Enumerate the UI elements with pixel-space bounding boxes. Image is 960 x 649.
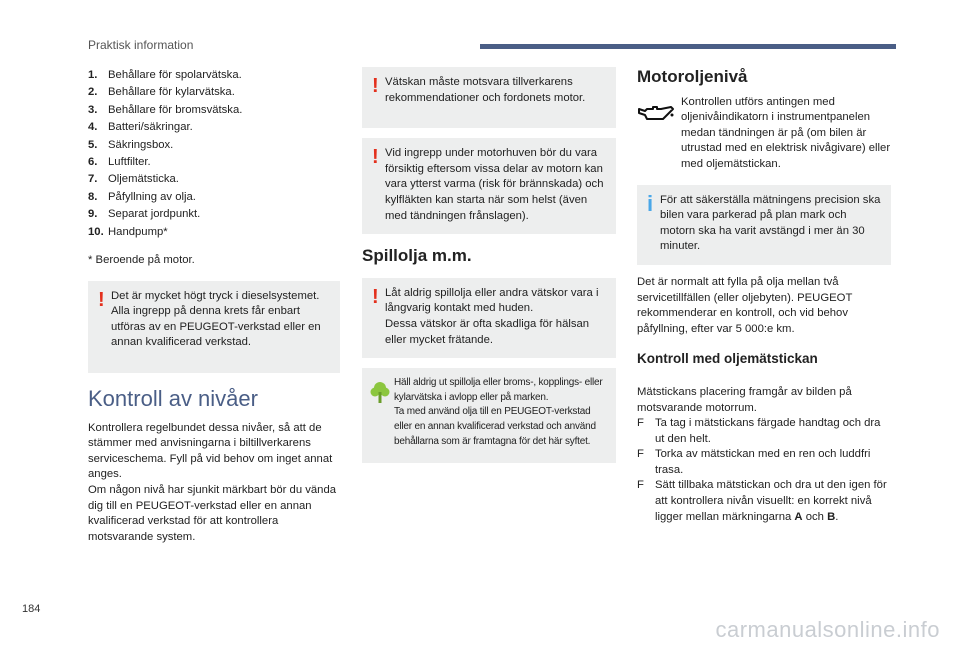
warning-icon: ! <box>372 285 379 308</box>
list-item: 4. Batteri/säkringar. <box>88 121 193 134</box>
mark-b: B <box>827 510 836 523</box>
warning-icon: ! <box>372 146 379 169</box>
oil-title: Motoroljenivå <box>637 67 748 86</box>
watermark: carmanualsonline.info <box>715 617 940 642</box>
list-item: 9. Separat jordpunkt. <box>88 208 201 221</box>
warning-text: Låt aldrig spillolja eller andra vätskor vara i långvarig kontakt med huden. <box>385 286 599 315</box>
footnote: * Beroende på motor. <box>88 254 195 267</box>
list-item: 10. Handpump* <box>88 225 168 238</box>
list-item: 3. Behållare för bromsvätska. <box>88 103 243 116</box>
info-icon: i <box>647 190 654 216</box>
oil-intro-block <box>637 95 891 173</box>
list-item: 1. Behållare för spolarvätska. <box>88 69 242 81</box>
page-number: 184 <box>22 603 41 615</box>
info-text: För att säkerställa mätningens precision ska bilen vara parkerad på plan mark och motorn ska ha varit avstängd i mer än 30 minuter. <box>660 193 881 253</box>
warning-box-diesel <box>88 281 340 373</box>
arrow-icon: F <box>637 479 644 492</box>
warning-text: Det är mycket högt tryck i dieselsystemet. Alla ingrepp på denna krets får enbart utföras av en PEUGEOT-verkstad eller en annan kvalificerad verkstad. <box>111 289 321 349</box>
parts-list <box>88 67 340 241</box>
levels-paragraph-1: Kontrollera regelbundet dessa nivåer, så att de stämmer med anvisningarna i biltillverkarens serviceschema. Fyll på vid behov om inget annat anges. <box>88 421 333 481</box>
list-item: 8. Påfyllning av olja. <box>88 190 196 203</box>
warning-icon: ! <box>98 288 105 311</box>
section-header: Praktisk information <box>88 38 194 52</box>
column-middle <box>362 67 616 473</box>
tree-icon <box>370 380 390 404</box>
list-item: 2. Behållare för kylarvätska. <box>88 86 235 99</box>
list-item: 5. Säkringsbox. <box>88 138 174 151</box>
dipstick-title: Kontroll med oljemätstickan <box>637 351 818 367</box>
oil-can-icon <box>637 95 681 173</box>
list-item: F Sätt tillbaka mätstickan och dra ut den igen för att kontrollera nivån visuellt: en korrekt nivå ligger mellan märkningarna A och B. <box>637 478 891 525</box>
warning-box-hood <box>362 138 616 234</box>
dipstick-steps <box>637 416 891 525</box>
arrow-icon: F <box>637 448 644 461</box>
levels-title: Kontroll av nivåer <box>88 386 258 412</box>
warning-text: Vid ingrepp under motorhuven bör du vara försiktig eftersom vissa delar av motorn kan vara ytterst varma (risk för brännskada) och kylfläkten kan starta när som helst (även med tändningen frånslagen). <box>385 147 604 222</box>
header-bar <box>480 44 896 49</box>
list-item: F Ta tag i mätstickans färgade handtag och dra ut den helt. <box>637 416 891 447</box>
warning-icon: ! <box>372 75 379 97</box>
eco-box <box>362 368 616 463</box>
eco-text: Ta med använd olja till en PEUGEOT-verkstad eller en annan kvalificerad verkstad och använd behållarna som är framtagna för det här syftet. <box>394 406 596 447</box>
warning-box-fluids <box>362 67 616 128</box>
list-item: 7. Oljemätsticka. <box>88 173 179 186</box>
warning-text: Vätskan måste motsvara tillverkarens rekommendationer och fordonets motor. <box>385 76 586 104</box>
arrow-icon: F <box>637 417 644 430</box>
list-item: F Torka av mätstickan med en ren och luddfri trasa. <box>637 447 891 478</box>
dipstick-intro: Mätstickans placering framgår av bilden på motsvarande motorrum. <box>637 385 852 414</box>
levels-paragraph-2: Om någon nivå har sjunkit märkbart bör du vända dig till en PEUGEOT-verkstad eller en annan kvalificerad verkstad för att kontrollera motsvarande system. <box>88 484 337 543</box>
eco-text: Häll aldrig ut spillolja eller broms-, kopplings- eller kylarvätska i avlopp eller på marken. <box>394 377 603 403</box>
spillolja-title: Spillolja m.m. <box>362 246 472 266</box>
warning-text: Dessa vätskor är ofta skadliga för hälsan eller mycket frätande. <box>385 317 590 346</box>
column-left <box>88 67 340 545</box>
oil-intro-text: Kontrollen utförs antingen med oljenivåindikatorn i instrumentpanelen medan tändningen är på (om bilen är utrustad med en elektrisk nivågivare) eller med oljemätstickan. <box>681 95 891 170</box>
mark-a: A <box>794 510 803 523</box>
column-right <box>637 67 891 525</box>
oil-normal-text: Det är normalt att fylla på olja mellan två servicetillfällen (eller oljebyten). PEUGEOT rekommenderar en kontroll, och vid behov påfyllning, efter var 5 000:e km. <box>637 275 853 335</box>
list-item: 6. Luftfilter. <box>88 156 151 169</box>
warning-box-spillolja <box>362 278 616 358</box>
info-box-oil <box>637 185 891 265</box>
